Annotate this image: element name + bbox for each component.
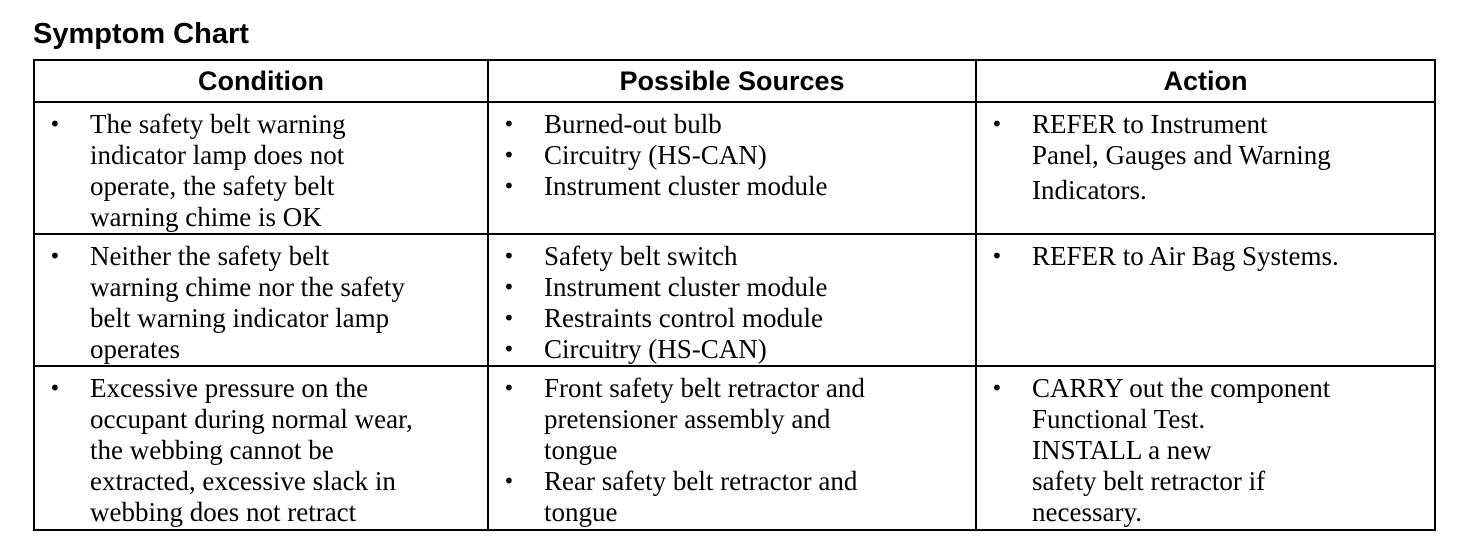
bullet-icon: • — [991, 244, 1003, 268]
source-text-line: Circuitry (HS-CAN) — [544, 140, 767, 170]
condition-list — [35, 103, 487, 233]
action-text-line: safety belt retractor if — [1032, 466, 1266, 496]
source-text-line: Circuitry (HS-CAN) — [544, 334, 767, 364]
bullet-icon: • — [503, 174, 515, 198]
condition-list — [35, 235, 487, 365]
source-text-line: Safety belt switch — [544, 241, 738, 271]
list-item — [977, 373, 1428, 528]
sources-list — [489, 103, 975, 202]
source-text-line: pretensioner assembly and — [544, 404, 831, 434]
action-text-line: Functional Test. — [1032, 404, 1206, 434]
action-text-line: REFER to Air Bag Systems. — [1032, 241, 1339, 271]
header-possible-sources: Possible Sources — [488, 60, 976, 102]
sources-cell — [488, 366, 976, 530]
condition-list — [35, 367, 487, 528]
action-cell — [976, 234, 1435, 366]
sources-list — [489, 235, 975, 365]
source-text-line: Burned-out bulb — [544, 109, 722, 139]
list-item — [489, 303, 969, 334]
condition-text-line: occupant during normal wear, — [90, 404, 413, 434]
bullet-icon: • — [991, 112, 1003, 136]
bullet-icon: • — [991, 376, 1003, 400]
source-text-line: Rear safety belt retractor and — [544, 466, 858, 496]
action-text-line: REFER to Instrument — [1032, 109, 1268, 139]
condition-text-line: warning chime nor the safety — [90, 272, 405, 302]
list-item — [977, 109, 1428, 206]
header-condition: Condition — [34, 60, 488, 102]
condition-text-line: The safety belt warning — [90, 109, 346, 139]
bullet-icon: • — [49, 244, 61, 268]
bullet-icon: • — [503, 112, 515, 136]
action-cell — [976, 366, 1435, 530]
action-text-line: Panel, Gauges and Warning — [1032, 140, 1331, 170]
sources-cell — [488, 234, 976, 366]
source-text-line: Instrument cluster module — [544, 272, 828, 302]
table-row — [34, 366, 1435, 530]
bullet-icon: • — [503, 275, 515, 299]
sources-cell — [488, 102, 976, 234]
bullet-icon: • — [49, 376, 61, 400]
action-text-line: INSTALL a new — [1032, 435, 1212, 465]
list-item — [489, 334, 969, 365]
bullet-icon: • — [503, 306, 515, 330]
table-row — [34, 102, 1435, 234]
condition-text-line: Excessive pressure on the — [90, 373, 369, 403]
condition-text-line: operate, the safety belt — [90, 171, 335, 201]
list-item — [489, 171, 969, 202]
condition-text-line: indicator lamp does not — [90, 140, 345, 170]
action-list — [977, 235, 1434, 272]
list-item — [489, 373, 969, 466]
condition-text-line: webbing does not retract — [90, 497, 357, 527]
condition-text-line: belt warning indicator lamp — [90, 303, 390, 333]
condition-text-line: operates — [90, 334, 180, 364]
list-item — [35, 241, 481, 365]
bullet-icon: • — [49, 112, 61, 136]
sources-list — [489, 367, 975, 528]
action-text-line: CARRY out the component — [1032, 373, 1331, 403]
condition-text-line: the webbing cannot be — [90, 435, 334, 465]
condition-text-line: Neither the safety belt — [90, 241, 330, 271]
list-item — [35, 109, 481, 233]
bullet-icon: • — [503, 376, 515, 400]
action-list — [977, 367, 1434, 528]
list-item — [489, 272, 969, 303]
list-item — [489, 109, 969, 140]
source-text-line: Instrument cluster module — [544, 171, 828, 201]
source-text-line: Restraints control module — [544, 303, 823, 333]
page-title: Symptom Chart — [33, 18, 249, 50]
bullet-icon: • — [503, 337, 515, 361]
list-item — [489, 466, 969, 528]
table-row — [34, 234, 1435, 366]
bullet-icon: • — [503, 469, 515, 493]
action-text-line: necessary. — [1032, 497, 1142, 527]
condition-cell — [34, 366, 488, 530]
source-text-line: Front safety belt retractor and — [544, 373, 865, 403]
list-item — [977, 241, 1428, 272]
list-item — [489, 241, 969, 272]
bullet-icon: • — [503, 244, 515, 268]
source-text-line: tongue — [544, 497, 618, 527]
bullet-icon: • — [503, 143, 515, 167]
condition-cell — [34, 102, 488, 234]
symptom-table — [33, 59, 1436, 531]
condition-cell — [34, 234, 488, 366]
list-item — [489, 140, 969, 171]
condition-text-line: extracted, excessive slack in — [90, 466, 396, 496]
list-item — [35, 373, 481, 528]
action-list — [977, 103, 1434, 206]
condition-text-line: warning chime is OK — [90, 202, 322, 232]
action-text-line: Indicators. — [1032, 175, 1147, 205]
table-header-row — [34, 60, 1435, 102]
source-text-line: tongue — [544, 435, 618, 465]
action-cell — [976, 102, 1435, 234]
header-action: Action — [976, 60, 1435, 102]
